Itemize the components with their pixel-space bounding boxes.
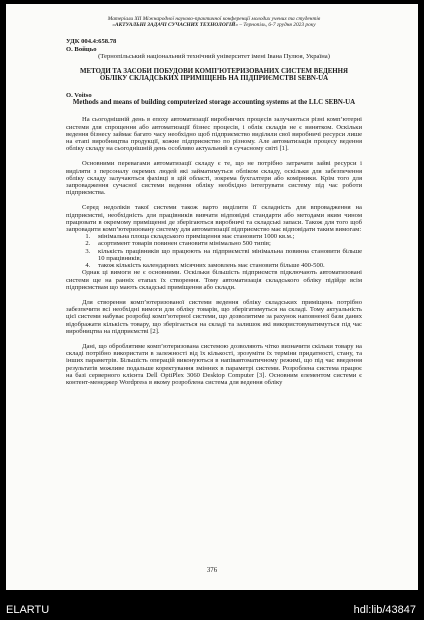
paragraph: Серед недоліків такої системи також варто виділити її складність для впровадження на підприємстві, необхідність для працівників вивчати відповідні стандарти або методами яким чином працювати в окремому приміщенні де зберігаються виробничі та складські запаси. Також для того щоб запровадити комп’ютеризовану систему для автоматизації підприємство має відповідати таким вимогам: (66, 204, 362, 234)
footer-bar (0, 590, 424, 620)
paragraph: Для створення комп’ютеризованої системи ведення обліку складських приміщень потрібно забезпечити всі необхідні вимоги для обліку товарів, що зберігатимуться на складі. Тому актуальність цієї системи набуває розробці комп’ютерної системи, що дозволятиме за рахунок наповненої бази даних відображати кількість товару, що зберігається на складі та залишок які використовуватимуться під час виробництва на підприємстві [2]. (66, 298, 362, 335)
list-item: 4. також кількість календарних місячних замовлень має становити більше 400-500. (92, 262, 362, 269)
paragraph: Однак ці вимоги не є основними. Оскільки більшість підприємств підключають автоматизовані системи ще на ранніх етапах їх створення. Тому автоматизація складського обліку підійде всім підприємствам що мають складські приміщення або склади. (66, 269, 362, 291)
header-line-1: Матеріали XII Міжнародної науково-практичної конференції молодих учених та студентів (107, 16, 321, 22)
requirements-list (66, 233, 362, 269)
paragraph: На сьогоднішній день в епоху автоматизації виробничих процесів залучаються різні комп’ютерні системи для спрощення або автоматизації бізнес процесів, і облік складів не є винятком. Оскільки ведення бізнесу займає багато часу необхідно щоб підприємство виділяли свої виробничі ресурси лише на етапі виробництва продукції, кожне підприємство по різному. Але автоматизація процесу ведення обліку складу на сьогоднішній день особливо актуальний в сучасному світі [1]. (66, 116, 362, 153)
author-en: O. Voitso (66, 91, 92, 99)
list-item: 1. мінімальна площа складського приміщення має становити 1000 кв.м.; (92, 233, 362, 240)
article-body (66, 116, 362, 386)
document-page (6, 4, 418, 590)
page-content (66, 16, 362, 386)
udc-code: УДК 004.4:658.78 (66, 38, 117, 46)
conference-header (66, 16, 362, 28)
affiliation: (Тернопільський національний технічний університет імені Івана Пулюя, Україна) (98, 52, 330, 60)
list-item: 2. асортимент товарів повинен становити мінімально 500 типів; (92, 240, 362, 247)
handle-id: hdl:lib/43847 (353, 604, 416, 616)
header-line-2: «АКТУАЛЬНІ ЗАДАЧІ СУЧАСНИХ ТЕХНОЛОГІЙ» – Тернопіль, 6-7 грудня 2023 року (112, 22, 316, 29)
list-item: 3. кількість працівників що працюють на підприємстві мінімальна повинна становити більше 10 працівників; (92, 248, 362, 262)
title-uk: МЕТОДИ ТА ЗАСОБИ ПОБУДОВИ КОМП’ЮТЕРИЗОВАНИХ СИСТЕМ ВЕДЕННЯ ОБЛІКУ СКЛАДСЬКИХ ПРИМІЩЕНЬ НА ПІДПРИЄМСТВІ SEBN-UA (79, 68, 348, 83)
paragraph: Дані, що оброблятиме комп’ютеризована системою дозволяють чітко визначити скільки товару на складі потрібно використати в залежності від їх кількості, зрозуміти їх терміни придатності, стану, та інших параметрів. Більшість операцій виконуються в напівавтоматичному режимі, що під час введення результатів можливе подальше коректування змінних в параметрі системи. Розроблена система працює на базі серверного клієнта Dell OptiPlex 3060 Desktop Computer [3]. Основним елементом системи є контент-менеджер Wordpress в якому розроблена система для ведення обліку (66, 342, 362, 386)
paragraph: Основними перевагами автоматизації складу є те, що не потрібно затрачати зайві ресурси і виділяти з персоналу окремих людей які займатимуться обліком складу, оскільки для забезпечення обліку складу залучаються фахівці в цій області, зокрема бухгалтери або комірники. Крім того для запровадження сучасної системи ведення обліку необхідно інтегрувати систему під час роботи підприємства. (66, 160, 362, 197)
author-uk: О. Войцьо (66, 45, 97, 53)
title-en: Methods and means of building computerized storage accounting systems at the LLC SEBN-UA (72, 99, 356, 107)
conference-name: АКТУАЛЬНІ ЗАДАЧІ СУЧАСНИХ ТЕХНОЛОГІЙ (114, 22, 236, 29)
repository-name: ELARTU (6, 604, 50, 616)
page-number: 376 (206, 567, 218, 574)
